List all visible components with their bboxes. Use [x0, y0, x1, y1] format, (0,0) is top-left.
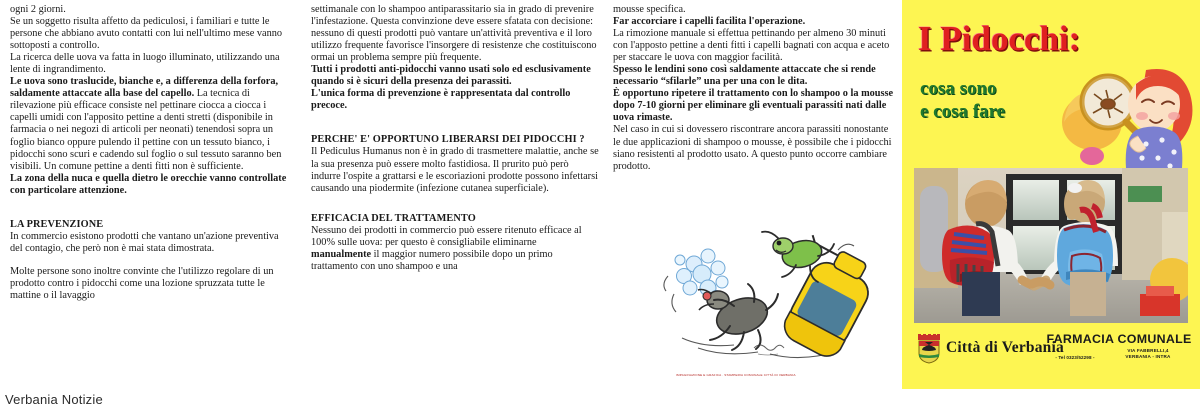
- spacer: [311, 195, 599, 213]
- col1-paragraph-1: ogni 2 giorni.: [10, 4, 66, 15]
- col1-paragraph-7: Molte persone sono inoltre convinte che l'utilizzo regolare di un prodotto contro i pidocchi come una lozione spruzzata tutte le mattine o il lavaggio: [10, 265, 274, 301]
- brand-row: [902, 330, 1200, 388]
- page-subtitle: [920, 78, 1005, 123]
- col2-emphasis-products: Tutti i prodotti anti-pidocchi vanno usati solo ed esclusivamente quando si è sicuri della presenza dei parassiti.: [311, 64, 591, 88]
- page-subtitle-line2: e cosa fare: [920, 100, 1006, 122]
- col3-paragraph-6: Nel caso in cui si dovessero riscontrare ancora parassiti nonostante le due applicazioni di shampoo o mousse, è possibile che i pidocchi siano resistenti al prodotto usato. A questo punto occorre cambiare prodotto.: [613, 124, 892, 172]
- col1-paragraph-3: La ricerca delle uova va fatta in luogo illuminato, utilizzando una lente di ingrandimento.: [10, 52, 280, 76]
- louse-spray-cartoon-icon: [650, 230, 900, 380]
- col2-paragraph-4: Il Pediculus Humanus non è in grado di trasmettere malattie, anche se la sua presenza può essere molto fastidiosa. Il prurito può però indurre l'ospite a grattarsi e le escoriazioni prodotte possono infettarsi causando una piodermite (infezione cutanea superficiale).: [311, 146, 599, 194]
- col1-paragraph-4: [10, 76, 293, 172]
- farmacia-comunale-label: FARMACIA COMUNALE: [1046, 332, 1192, 346]
- photo-children-backpacks: [914, 168, 1188, 323]
- farmacia-address: [1102, 348, 1194, 360]
- spacer: [10, 197, 293, 219]
- col2-paragraph-5-b: il maggior numero possibile dopo un primo trattamento con uno shampoo e una: [311, 248, 553, 272]
- page-subtitle-line1: cosa sono: [920, 78, 997, 99]
- col2-paragraph-1: settimanale con lo shampoo antiparassitario sia in grado di prevenire l'infestazione. Questa convinzione deve essere sfatata con decisione: nessuno di questi prodotti può vantare un'attività preventiva e il loro utilizzo frequente favorisce l'insorgere di resistenze che costituiscono ormai un problema sempre più frequente.: [311, 4, 597, 64]
- col2-emphasis-manualmente: manualmente: [311, 248, 372, 260]
- children-photo-illustration: [914, 168, 1188, 323]
- farmacia-address-line2: VERBANIA - INTRA: [1125, 354, 1171, 359]
- farmacia-address-line1: VIA FABBRELLI,4: [1127, 348, 1169, 353]
- source-caption: Verbania Notizie: [5, 392, 103, 407]
- print-credit: IMPAGINAZIONE E GRAFICA . STAMPERIA COMUNALE CITTÀ DI VERBANIA: [676, 373, 796, 377]
- verbania-crest-icon: [916, 334, 942, 364]
- col3-emphasis-lendini: Spesso le lendini sono così saldamente attaccate che si rende necessario “sfilarle” una per una con le dita.: [613, 64, 876, 88]
- col3-emphasis-haircut: Far accorciare i capelli facilita l'operazione.: [613, 16, 806, 28]
- girl-with-magnifier-icon: [1050, 60, 1200, 168]
- col2-paragraph-5: [311, 225, 599, 273]
- spacer: [311, 112, 599, 134]
- page-title: I Pidocchi:: [918, 19, 1081, 58]
- col3-emphasis-repeat: È opportuno ripetere il trattamento con lo shampoo o la mousse dopo 7-10 giorni per eliminare gli eventuali parassiti nati dalle uova rimaste.: [613, 88, 894, 124]
- redhead-girl-icon: [1126, 69, 1193, 168]
- col1-paragraph-4-rest: La tecnica di rilevazione più efficace consiste nel pettinare ciocca a ciocca i capelli umidi con l'apposito pettine a denti stretti (disponibile in farmacia o nei negozi di articoli per neonati) tenendosi sopra un foglio bianco oppure pulendo il pettine con un tessuto bianco, i pidocchi sono scuri e cadendo sul foglio o sul tessuto saranno ben visibili. Un comune pettine a denti fitti non è sufficiente.: [10, 88, 282, 172]
- heading-perche-liberarsi: PERCHE' E' OPPORTUNO LIBERARSI DEI PIDOCCHI ?: [311, 134, 585, 146]
- col3-paragraph-1: mousse specifica.: [613, 4, 686, 15]
- heading-la-prevenzione: LA PREVENZIONE: [10, 218, 104, 230]
- col1-emphasis-nape: La zona della nuca e quella dietro le orecchie vanno controllate con particolare attenzione.: [10, 172, 287, 196]
- louse-icon: [698, 284, 778, 350]
- heading-efficacia-trattamento: EFFICACIA DEL TRATTAMENTO: [311, 212, 476, 224]
- spacer: [10, 255, 293, 266]
- col1-emphasis-eggs: Le uova sono traslucide, bianche e, a differenza della forfora, saldamente attaccate alla base del capello.: [10, 76, 279, 100]
- text-column-3: [613, 4, 896, 173]
- farmacia-phone: - Tel 0323/52298 -: [1055, 355, 1095, 360]
- cover-panel: [902, 0, 1200, 389]
- text-column-1: [10, 4, 293, 302]
- col2-paragraph-5-a: Nessuno dei prodotti in commercio può essere ritenuto efficace al 100% sulle uova: per questo è consigliabile eliminarne: [311, 224, 582, 248]
- citta-di-verbania-label: Città di Verbania: [946, 339, 1064, 356]
- col3-paragraph-3: La rimozione manuale si effettua pettinando per almeno 30 minuti con l'apposto pettine a denti fitti i capelli bagnati con acqua e aceto per staccare le uova con maggior facilità.: [613, 28, 890, 64]
- text-column-2: [311, 4, 599, 273]
- col1-paragraph-2: Se un soggetto risulta affetto da pediculosi, i familiari e tutte le persone che abbiano avuto contatti con lui nell'ultimo mese vanno sottoposti a controllo.: [10, 16, 283, 52]
- col1-paragraph-6: In commercio esistono prodotti che vantano un'azione preventiva del contagio, che però non è mai stata dimostrata.: [10, 230, 279, 254]
- cartoon-illustration: [650, 230, 900, 390]
- col2-emphasis-prevention: L'unica forma di prevenzione è rappresentata dal controllo precoce.: [311, 88, 571, 112]
